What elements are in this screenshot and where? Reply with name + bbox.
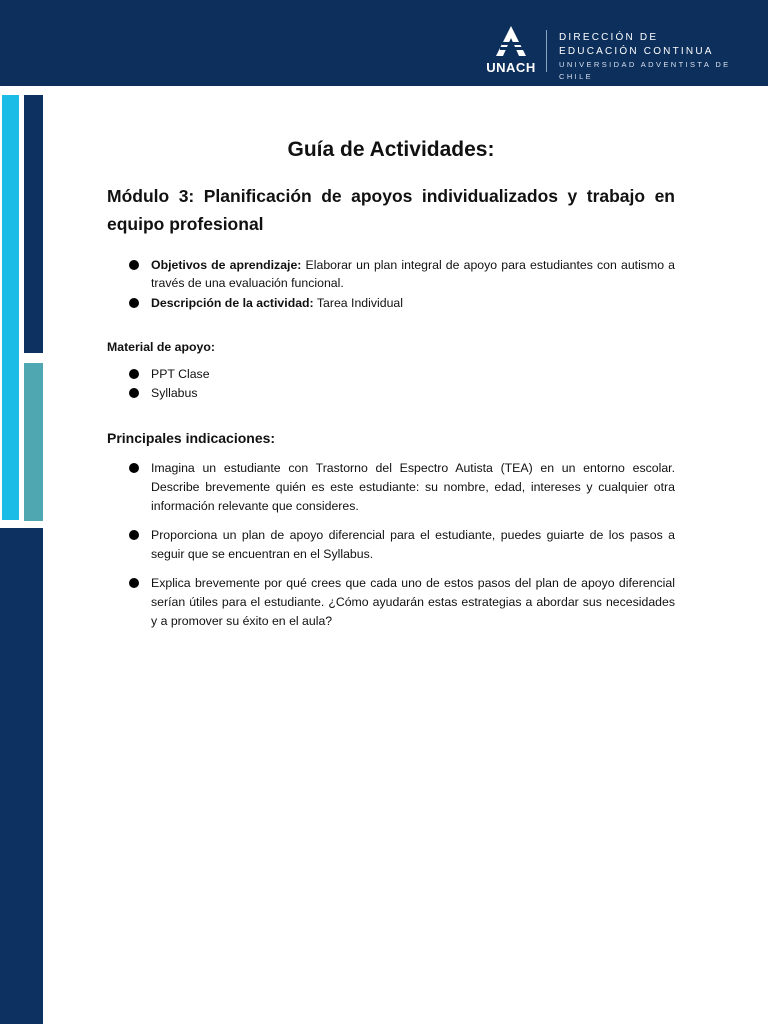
bullet-icon: [129, 578, 139, 588]
indication-text: Explica brevemente por qué crees que cada uno de estos pasos del plan de apoyo diferencial serían útiles para el estudiante. ¿Cómo ayudarán estas estrategias a abordar sus necesidades y a promover su éxito en el aula?: [151, 576, 675, 628]
decor-bar-navy-top: [24, 95, 43, 353]
activity-label: Descripción de la actividad:: [151, 296, 314, 310]
list-item: [107, 574, 675, 631]
page-header: [0, 0, 768, 86]
bullet-icon: [129, 463, 139, 473]
bullet-icon: [129, 369, 139, 379]
material-item: Syllabus: [151, 386, 198, 400]
materials-list: [107, 365, 675, 402]
indications-list: [107, 459, 675, 631]
decor-bar-navy-bottom: [0, 528, 43, 1024]
unach-logo: [483, 24, 539, 76]
page-title: Guía de Actividades:: [287, 138, 495, 161]
material-heading: Material de apoyo:: [107, 340, 215, 354]
bullet-icon: [129, 388, 139, 398]
document-body: [107, 138, 675, 641]
bullet-icon: [129, 530, 139, 540]
list-item: [107, 256, 675, 292]
objective-text: Elaborar un plan integral de apoyo para estudiantes con autismo a través de una evaluación funcional.: [151, 258, 676, 290]
institution-name: [559, 31, 768, 83]
activity-text: Tarea Individual: [316, 296, 403, 310]
bullet-icon: [129, 260, 139, 270]
objective-label: Objetivos de aprendizaje:: [151, 258, 302, 272]
list-item: [107, 294, 675, 312]
material-item: PPT Clase: [151, 367, 210, 381]
list-item: [107, 365, 675, 383]
decor-bar-cyan: [2, 95, 19, 520]
header-line-1: DIRECCIÓN DE: [559, 32, 659, 43]
module-title: Módulo 3: Planificación de apoyos individualizados y trabajo en equipo profesional: [107, 186, 675, 234]
objectives-list: [107, 256, 675, 312]
indications-heading: Principales indicaciones:: [107, 430, 276, 446]
header-line-2: EDUCACIÓN CONTINUA: [559, 46, 714, 57]
header-line-3: UNIVERSIDAD ADVENTISTA DE CHILE: [559, 60, 731, 81]
unach-logo-icon: [493, 24, 529, 58]
header-divider: [546, 30, 547, 72]
logo-text: UNACH: [486, 60, 536, 75]
decor-bar-teal: [24, 363, 43, 521]
bullet-icon: [129, 298, 139, 308]
indication-text: Proporciona un plan de apoyo diferencial para el estudiante, puedes guiarte de los pasos a seguir que se encuentran en el Syllabus.: [151, 528, 675, 561]
indication-text: Imagina un estudiante con Trastorno del Espectro Autista (TEA) en un entorno escolar. Describe brevemente quién es este estudiante: su nombre, edad, intereses y cualquier otra información relevante que consideres.: [151, 461, 675, 513]
list-item: [107, 526, 675, 564]
list-item: [107, 384, 675, 402]
list-item: [107, 459, 675, 516]
